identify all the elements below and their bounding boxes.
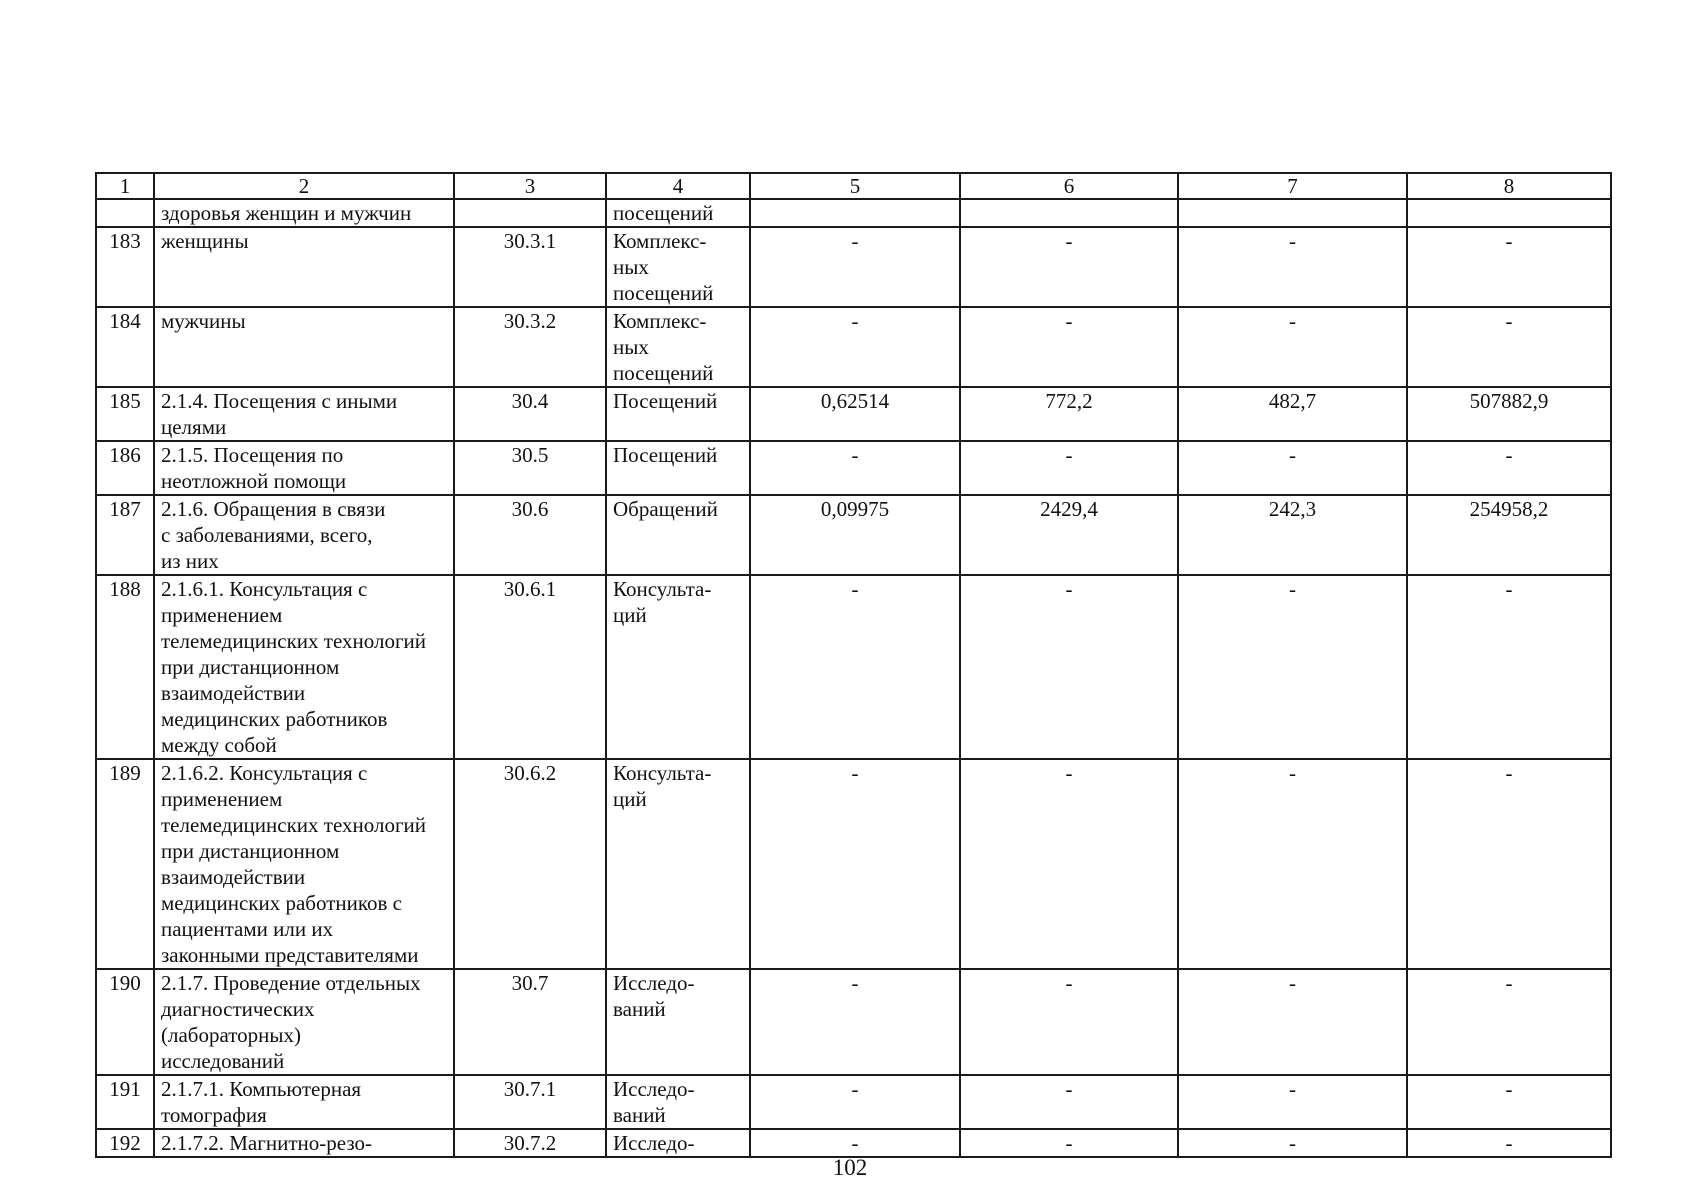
indicator-name-cell xyxy=(154,969,454,1075)
unit-cell xyxy=(606,441,750,495)
cell-line: ций xyxy=(613,787,647,811)
row-code-cell xyxy=(454,307,606,387)
unit-cell xyxy=(606,1075,750,1129)
cell-line: - xyxy=(1289,1077,1296,1101)
value-cell-6 xyxy=(960,387,1178,441)
row-code-cell xyxy=(454,575,606,759)
value-cell-8 xyxy=(1407,1075,1611,1129)
cell-line: - xyxy=(851,1131,859,1155)
cell-line: (лабораторных) xyxy=(161,1023,301,1047)
indicator-name-cell xyxy=(154,495,454,575)
value-cell-5 xyxy=(750,227,960,307)
cell-line: законными представителями xyxy=(161,943,419,967)
cell-line: 2.1.6.2. Консультация с xyxy=(161,761,368,785)
cell-line: - xyxy=(851,229,859,253)
cell-line: - xyxy=(851,577,859,601)
cell-line: 2.1.7.2. Магнитно-резо- xyxy=(161,1131,372,1155)
cell-line: - xyxy=(1065,1077,1073,1101)
cell-line: 482,7 xyxy=(1268,389,1317,413)
value-cell-7 xyxy=(1178,1075,1407,1129)
row-number-cell xyxy=(96,387,154,441)
cell-line: 2.1.6.1. Консультация с xyxy=(161,577,368,601)
value-cell-6 xyxy=(960,199,1178,227)
cell-line: 254958,2 xyxy=(1469,497,1549,521)
value-cell-8 xyxy=(1407,199,1611,227)
cell-line: Исследо- xyxy=(613,1077,695,1101)
cell-line: Исследо- xyxy=(613,1131,695,1155)
cell-line: 184 xyxy=(109,309,141,333)
cell-line: - xyxy=(1289,229,1296,253)
cell-line: применением xyxy=(161,603,283,627)
cell-line: телемедицинских технологий xyxy=(161,629,427,653)
table-row xyxy=(96,307,1611,387)
unit-cell xyxy=(606,495,750,575)
value-cell-7 xyxy=(1178,1129,1407,1157)
table-row xyxy=(96,1129,1611,1157)
row-code-cell xyxy=(454,227,606,307)
value-cell-6 xyxy=(960,1129,1178,1157)
unit-cell xyxy=(606,307,750,387)
row-number-cell xyxy=(96,969,154,1075)
unit-cell xyxy=(606,199,750,227)
column-header: 5 xyxy=(750,173,960,199)
row-number-cell xyxy=(96,495,154,575)
row-number-cell xyxy=(96,759,154,969)
cell-line: взаимодействии xyxy=(161,681,306,705)
cell-line: - xyxy=(1505,229,1513,253)
cell-line: - xyxy=(1505,761,1513,785)
cell-line: телемедицинских технологий xyxy=(161,813,427,837)
cell-line: - xyxy=(851,1077,859,1101)
value-cell-5 xyxy=(750,199,960,227)
cell-line: применением xyxy=(161,787,283,811)
cell-line: между собой xyxy=(161,733,277,757)
cell-line: ных xyxy=(613,335,649,359)
value-cell-5 xyxy=(750,495,960,575)
value-cell-7 xyxy=(1178,759,1407,969)
cell-line: 30.6 xyxy=(511,497,549,521)
row-code-cell xyxy=(454,387,606,441)
cell-line: неотложной помощи xyxy=(161,469,347,493)
value-cell-6 xyxy=(960,759,1178,969)
value-cell-5 xyxy=(750,575,960,759)
cell-line: 2429,4 xyxy=(1040,497,1098,521)
value-cell-7 xyxy=(1178,495,1407,575)
cell-line: 30.4 xyxy=(511,389,549,413)
cell-line: посещений xyxy=(613,201,714,225)
column-header: 6 xyxy=(960,173,1178,199)
value-cell-6 xyxy=(960,575,1178,759)
cell-line: - xyxy=(851,309,859,333)
indicator-name-cell xyxy=(154,307,454,387)
cell-line: ных xyxy=(613,255,649,279)
value-cell-8 xyxy=(1407,969,1611,1075)
cell-line: - xyxy=(1505,443,1513,467)
table-row xyxy=(96,387,1611,441)
cell-line: - xyxy=(1289,1131,1296,1155)
value-cell-8 xyxy=(1407,307,1611,387)
cell-line: 772,2 xyxy=(1045,389,1093,413)
cell-line: 30.6.2 xyxy=(503,761,557,785)
value-cell-5 xyxy=(750,387,960,441)
row-number-cell xyxy=(96,227,154,307)
unit-cell xyxy=(606,969,750,1075)
cell-line: Консульта- xyxy=(613,577,712,601)
cell-line: 183 xyxy=(109,229,141,253)
cell-line: - xyxy=(1065,1131,1073,1155)
cell-line: из них xyxy=(161,549,219,573)
indicator-name-cell xyxy=(154,227,454,307)
cell-line: 30.7 xyxy=(511,971,549,995)
value-cell-7 xyxy=(1178,307,1407,387)
table-row xyxy=(96,969,1611,1075)
column-header: 2 xyxy=(154,173,454,199)
cell-line: женщины xyxy=(161,229,249,253)
cell-line: - xyxy=(1289,577,1296,601)
cell-line: - xyxy=(851,761,859,785)
cell-line: - xyxy=(1289,761,1296,785)
cell-line: 2.1.7. Проведение отдельных xyxy=(161,971,421,995)
cell-line: 192 xyxy=(109,1131,141,1155)
unit-cell xyxy=(606,1129,750,1157)
cell-line: 2.1.6. Обращения в связи xyxy=(161,497,386,521)
cell-line: 0,62514 xyxy=(820,389,890,413)
cell-line: 242,3 xyxy=(1268,497,1317,521)
column-header: 7 xyxy=(1178,173,1407,199)
cell-line: пациентами или их xyxy=(161,917,334,941)
data-table xyxy=(95,172,1612,1158)
value-cell-6 xyxy=(960,1075,1178,1129)
cell-line: - xyxy=(1289,971,1296,995)
unit-cell xyxy=(606,227,750,307)
cell-line: - xyxy=(1505,1131,1513,1155)
cell-line: здоровья женщин и мужчин xyxy=(161,201,412,225)
cell-line: ваний xyxy=(613,997,666,1021)
cell-line: - xyxy=(1065,761,1073,785)
value-cell-6 xyxy=(960,307,1178,387)
cell-line: 190 xyxy=(109,971,141,995)
row-number-cell xyxy=(96,199,154,227)
table-row xyxy=(96,227,1611,307)
cell-line: 30.6.1 xyxy=(503,577,557,601)
value-cell-8 xyxy=(1407,759,1611,969)
value-cell-7 xyxy=(1178,441,1407,495)
column-number-row xyxy=(96,173,1611,199)
cell-line: - xyxy=(851,443,859,467)
value-cell-5 xyxy=(750,759,960,969)
cell-line: - xyxy=(1065,971,1073,995)
cell-line: 185 xyxy=(109,389,141,413)
indicator-name-cell xyxy=(154,199,454,227)
value-cell-8 xyxy=(1407,1129,1611,1157)
value-cell-5 xyxy=(750,969,960,1075)
unit-cell xyxy=(606,759,750,969)
row-code-cell xyxy=(454,441,606,495)
cell-line: 186 xyxy=(109,443,141,467)
value-cell-7 xyxy=(1178,387,1407,441)
row-number-cell xyxy=(96,441,154,495)
cell-line: - xyxy=(851,971,859,995)
row-code-cell xyxy=(454,495,606,575)
indicator-name-cell xyxy=(154,1075,454,1129)
page-number: 102 xyxy=(832,1155,868,1180)
indicator-name-cell xyxy=(154,575,454,759)
row-number-cell xyxy=(96,575,154,759)
value-cell-7 xyxy=(1178,199,1407,227)
value-cell-5 xyxy=(750,307,960,387)
value-cell-8 xyxy=(1407,387,1611,441)
cell-line: Обращений xyxy=(613,497,718,521)
cell-line: 188 xyxy=(109,577,141,601)
value-cell-5 xyxy=(750,441,960,495)
indicator-name-cell xyxy=(154,387,454,441)
cell-line: - xyxy=(1289,443,1296,467)
value-cell-6 xyxy=(960,495,1178,575)
cell-line: при дистанционном xyxy=(161,839,340,863)
value-cell-6 xyxy=(960,969,1178,1075)
row-code-cell xyxy=(454,759,606,969)
cell-line: - xyxy=(1289,309,1296,333)
cell-line: - xyxy=(1505,577,1513,601)
cell-line: 2.1.5. Посещения по xyxy=(161,443,344,467)
cell-line: с заболеваниями, всего, xyxy=(161,523,373,547)
table-row xyxy=(96,199,1611,227)
cell-line: исследований xyxy=(161,1049,285,1073)
cell-line: 0,09975 xyxy=(820,497,890,521)
column-header: 3 xyxy=(454,173,606,199)
row-code-cell xyxy=(454,969,606,1075)
cell-line: - xyxy=(1505,309,1513,333)
cell-line: - xyxy=(1065,309,1073,333)
cell-line: 30.7.1 xyxy=(503,1077,557,1101)
value-cell-8 xyxy=(1407,575,1611,759)
table-row xyxy=(96,495,1611,575)
cell-line: - xyxy=(1505,971,1513,995)
indicator-name-cell xyxy=(154,1129,454,1157)
cell-line: 191 xyxy=(109,1077,141,1101)
cell-line: 189 xyxy=(109,761,141,785)
cell-line: Консульта- xyxy=(613,761,712,785)
cell-line: целями xyxy=(161,415,227,439)
value-cell-5 xyxy=(750,1075,960,1129)
table-row xyxy=(96,1075,1611,1129)
column-header: 1 xyxy=(96,173,154,199)
cell-line: томография xyxy=(161,1103,267,1127)
cell-line: Исследо- xyxy=(613,971,695,995)
cell-line: медицинских работников xyxy=(161,707,388,731)
table-row xyxy=(96,441,1611,495)
cell-line: при дистанционном xyxy=(161,655,340,679)
unit-cell xyxy=(606,387,750,441)
value-cell-6 xyxy=(960,227,1178,307)
cell-line: взаимодействии xyxy=(161,865,306,889)
table-row xyxy=(96,575,1611,759)
value-cell-8 xyxy=(1407,441,1611,495)
row-number-cell xyxy=(96,307,154,387)
row-code-cell xyxy=(454,1129,606,1157)
cell-line: - xyxy=(1065,443,1073,467)
value-cell-7 xyxy=(1178,969,1407,1075)
row-code-cell xyxy=(454,199,606,227)
value-cell-8 xyxy=(1407,495,1611,575)
value-cell-8 xyxy=(1407,227,1611,307)
cell-line: 30.5 xyxy=(511,443,549,467)
cell-line: ваний xyxy=(613,1103,666,1127)
cell-line: - xyxy=(1065,229,1073,253)
cell-line: посещений xyxy=(613,361,714,385)
cell-line: мужчины xyxy=(161,309,246,333)
cell-line: - xyxy=(1505,1077,1513,1101)
cell-line: 30.3.1 xyxy=(503,229,557,253)
table-row xyxy=(96,759,1611,969)
indicator-name-cell xyxy=(154,441,454,495)
column-header: 4 xyxy=(606,173,750,199)
value-cell-7 xyxy=(1178,575,1407,759)
cell-line: 507882,9 xyxy=(1469,389,1549,413)
value-cell-7 xyxy=(1178,227,1407,307)
cell-line: Посещений xyxy=(613,443,718,467)
cell-line: 30.7.2 xyxy=(503,1131,557,1155)
cell-line: медицинских работников с xyxy=(161,891,402,915)
cell-line: диагностических xyxy=(161,997,315,1021)
cell-line: 30.3.2 xyxy=(503,309,557,333)
cell-line: Комплекс- xyxy=(613,309,707,333)
indicator-name-cell xyxy=(154,759,454,969)
cell-line: Посещений xyxy=(613,389,718,413)
row-code-cell xyxy=(454,1075,606,1129)
row-number-cell xyxy=(96,1129,154,1157)
cell-line: Комплекс- xyxy=(613,229,707,253)
value-cell-6 xyxy=(960,441,1178,495)
row-number-cell xyxy=(96,1075,154,1129)
cell-line: ций xyxy=(613,603,647,627)
cell-line: посещений xyxy=(613,281,714,305)
cell-line: 187 xyxy=(109,497,141,521)
cell-line: 2.1.7.1. Компьютерная xyxy=(161,1077,362,1101)
unit-cell xyxy=(606,575,750,759)
cell-line: 2.1.4. Посещения с иными xyxy=(161,389,398,413)
value-cell-5 xyxy=(750,1129,960,1157)
column-header: 8 xyxy=(1407,173,1611,199)
cell-line: - xyxy=(1065,577,1073,601)
